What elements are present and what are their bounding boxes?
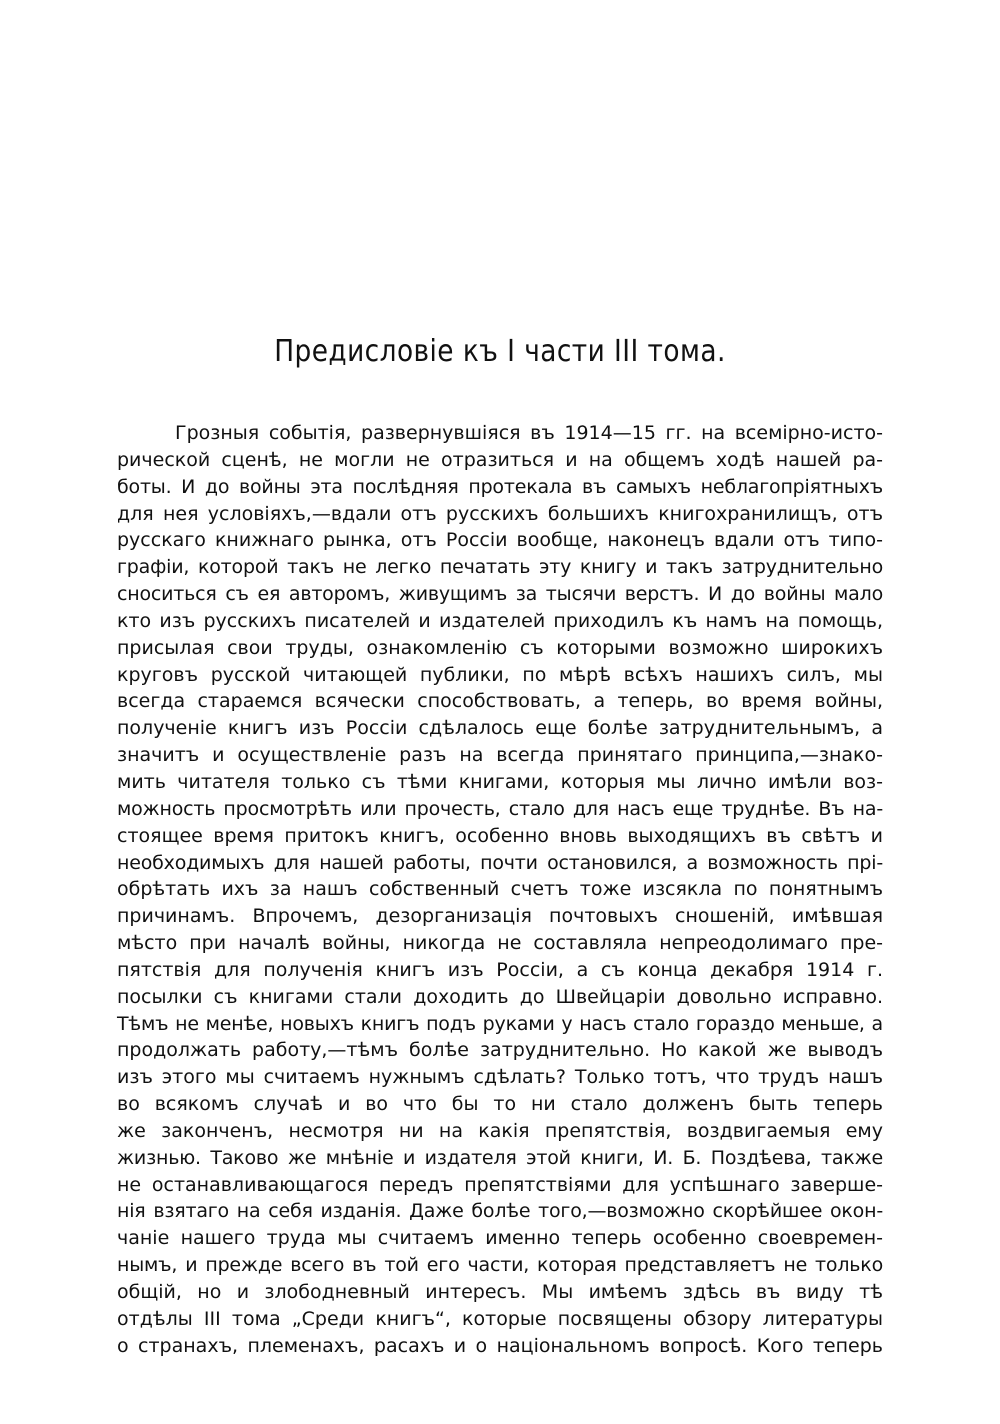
text-line: необходимыхъ для нашей работы, почти остановился, а возможность прі-: [117, 851, 883, 874]
text-line: же законченъ, несмотря ни на какія препятствія, воздвигаемыя ему: [117, 1119, 883, 1142]
text-line: присылая свои труды, ознакомленію съ которыми возможно широкихъ: [117, 636, 883, 659]
text-line: причинамъ. Впрочемъ, дезорганизація почтовыхъ сношеній, имѣвшая: [117, 905, 883, 928]
text-line: сноситься съ ея авторомъ, живущимъ за тысячи верстъ. И до войны мало: [117, 583, 883, 606]
text-line: кто изъ русскихъ писателей и издателей приходилъ къ намъ на помощь,: [117, 609, 883, 632]
page-title: Предисловіе къ I части III тома.: [274, 334, 726, 369]
text-line: пятствія для полученія книгъ изъ Россіи, а съ конца декабря 1914 г.: [117, 958, 883, 981]
text-line: стоящее время притокъ книгъ, особенно вновь выходящихъ въ свѣтъ и: [117, 824, 883, 847]
text-line: мить читателя только съ тѣми книгами, которыя мы лично имѣли воз-: [117, 770, 883, 793]
text-line: мѣсто при началѣ войны, никогда не составляла непреодолимаго пре-: [117, 932, 883, 955]
text-line: рической сценѣ, не могли не отразиться и на общемъ ходѣ нашей ра-: [117, 448, 883, 471]
text-line: отдѣлы III тома „Среди книгъ“, которые посвящены обзору литературы: [117, 1307, 883, 1330]
text-line: полученіе книгъ изъ Россіи сдѣлалось еще болѣе затруднительнымъ, а: [117, 717, 883, 740]
text-line: можность просмотрѣть или прочесть, стало для насъ еще труднѣе. Въ на-: [117, 797, 883, 820]
text-line: боты. И до войны эта послѣдняя протекала въ самыхъ неблагопріятныхъ: [117, 475, 883, 498]
text-line: круговъ русской читающей публики, по мѣрѣ всѣхъ нашихъ силъ, мы: [117, 663, 883, 686]
text-line: нія взятаго на себя изданія. Даже болѣе того,—возможно скорѣйшее окон-: [117, 1200, 883, 1223]
text-line: для нея условіяхъ,—вдали отъ русскихъ большихъ книгохранилищъ, отъ: [117, 502, 883, 525]
text-line: общій, но и злободневный интересъ. Мы имѣемъ здѣсь въ виду тѣ: [117, 1281, 883, 1303]
text-line: посылки съ книгами стали доходить до Швейцаріи довольно исправно.: [117, 985, 883, 1008]
text-line: продолжать работу,—тѣмъ болѣе затруднительно. Но какой же выводъ: [117, 1039, 883, 1062]
text-line: Грозныя событія, развернувшіяся въ 1914—15 гг. на всемірно-исто-: [175, 422, 883, 444]
text-line: Тѣмъ не менѣе, новыхъ книгъ подъ руками у насъ стало гораздо меньше, а: [117, 1012, 883, 1035]
text-line: русскаго книжнаго рынка, отъ Россіи вообще, наконецъ вдали отъ типо-: [117, 529, 883, 552]
text-line: нымъ, и прежде всего въ той его части, которая представляетъ не только: [117, 1254, 883, 1277]
text-line: жизнью. Таково же мнѣніе и издателя этой книги, И. Б. Поздѣева, также: [117, 1146, 883, 1169]
text-line: обрѣтать ихъ за нашъ собственный счетъ тоже изсякла по понятнымъ: [117, 878, 883, 901]
text-line: во всякомъ случаѣ и во что бы то ни стало долженъ быть теперь: [117, 1093, 883, 1116]
preface-body: [117, 420, 883, 1360]
text-line: чаніе нашего труда мы считаемъ именно теперь особенно своевремен-: [117, 1227, 883, 1250]
text-line: значитъ и осуществленіе разъ на всегда принятаго принципа,—знако-: [117, 744, 883, 767]
text-line: всегда стараемся всячески способствовать, а теперь, во время войны,: [117, 690, 883, 713]
text-line: графіи, которой такъ не легко печатать эту книгу и такъ затруднительно: [117, 556, 883, 579]
text-line: не останавливающагося передъ препятствіями для успѣшнаго заверше-: [117, 1173, 883, 1196]
text-line: о странахъ, племенахъ, расахъ и о національномъ вопросѣ. Кого теперь: [117, 1334, 883, 1357]
text-line: изъ этого мы считаемъ нужнымъ сдѣлать? Только тотъ, что трудъ нашъ: [117, 1066, 883, 1089]
